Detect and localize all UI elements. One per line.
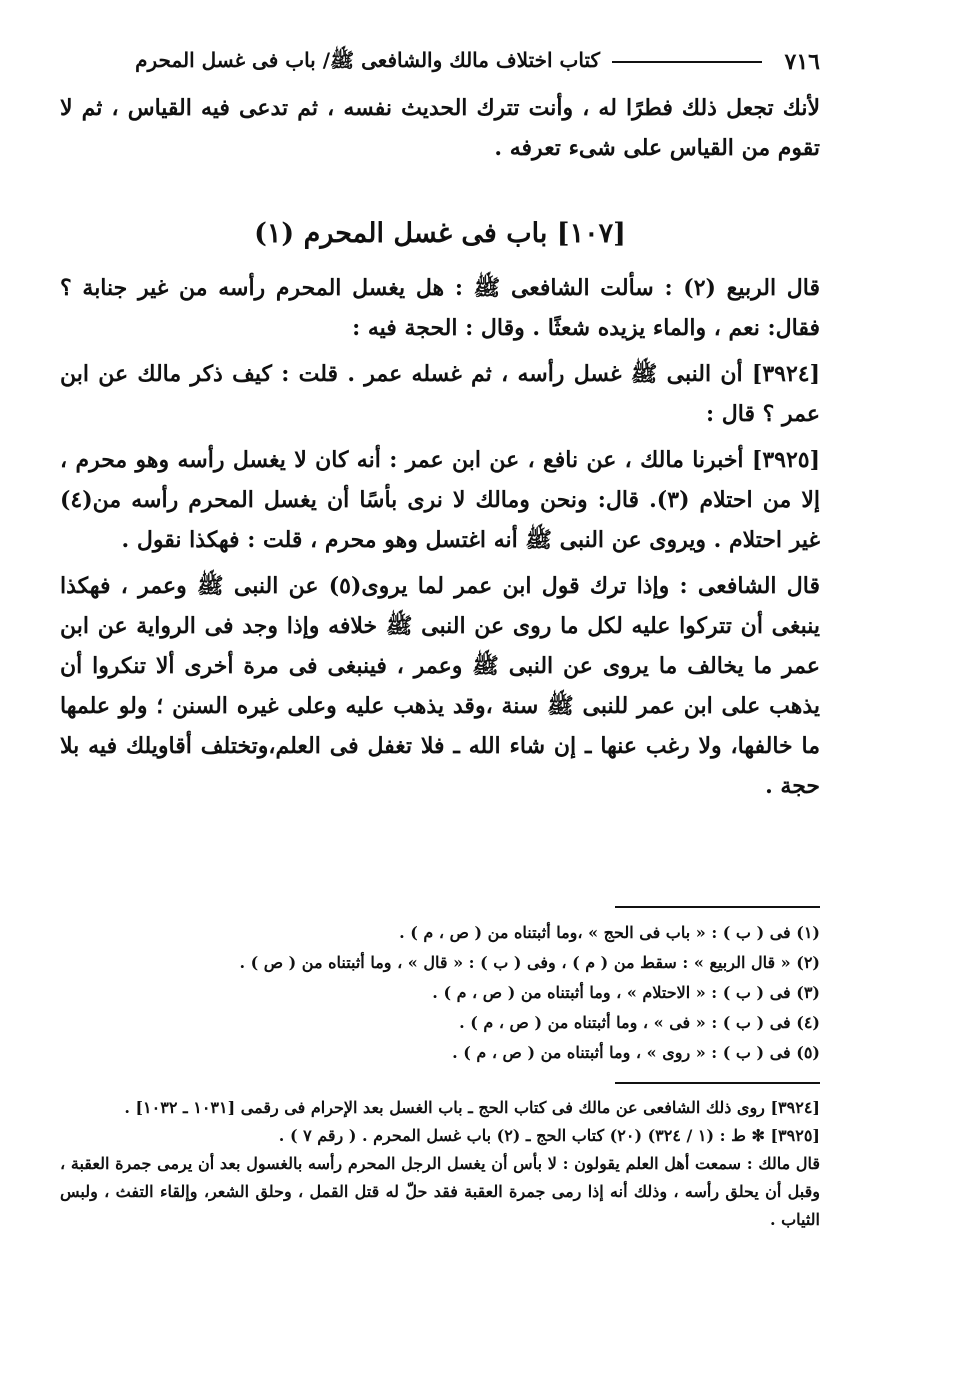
- footnote-item: (٢) « قال الربيع » : سقط من ( م ) ، وفى ( ب ) : « قال » ، وما أثبتناه من ( ص ) .: [239, 953, 820, 972]
- reference-divider: [615, 1082, 820, 1084]
- header-title: كتاب اختلاف مالك والشافعى ﷺ/ باب فى غسل المحرم: [135, 47, 600, 72]
- paragraph-3925: [٣٩٢٥] أخبرنا مالك ، عن نافع ، عن ابن عمر : أنه كان لا يغسل رأسه وهو محرم ، إلا من احتلام (٣). قال: ونحن ومالك لا نرى بأسًا أن يغسل المحرم رأسه من(٤) غير احتلام . ويروى عن النبى ﷺ أنه اغتسل وهو محرم ، قلت : فهكذا نقول .: [60, 447, 820, 553]
- footnote-item: (٣) فى ( ب ) : « الاحتلام » ، وما أثبتناه من ( ص ، م ) .: [432, 983, 820, 1002]
- book-page: [60, 40, 820, 1340]
- reference-item: [٣٩٢٥] ✻ ط : (١ / ٣٢٤) (٢٠) كتاب الحج ـ (٢) باب غسل المحرم . ( رقم ٧ ) .: [278, 1126, 820, 1145]
- paragraph-3924: [٣٩٢٤] أن النبى ﷺ غسل رأسه ، ثم غسله عمر . قلت : كيف ذكر مالك عن ابن عمر ؟ قال :: [60, 361, 820, 427]
- page-number: ٧١٦: [784, 49, 820, 75]
- reference-item: [٣٩٢٤] روى ذلك الشافعى عن مالك فى كتاب الحج ـ باب الغسل بعد الإحرام فى رقمى [١٠٣١ ـ ١٠٣٢] .: [124, 1098, 820, 1117]
- footnote-item: (٤) فى ( ب ) : « فى » ، وما أثبتناه من ( ص ، م ) .: [459, 1013, 820, 1032]
- footnote-divider: [615, 906, 820, 908]
- footnote-item: (٥) فى ( ب ) : « روى » ، وما أثبتناه من ( ص ، م ) .: [452, 1043, 820, 1062]
- footnotes: [60, 918, 820, 1068]
- footnote-item: (١) فى ( ب ) : « باب فى الحج » ،وما أثبتناه من ( ص ، م ) .: [399, 923, 820, 942]
- running-header: [60, 40, 820, 84]
- references: [60, 1094, 820, 1234]
- paragraph-shafii: قال الشافعى : وإذا ترك قول ابن عمر لما يروى(٥) عن النبى ﷺ وعمر ، فهكذا ينبغى أن تتركوا عليه لكل ما روى عن النبى ﷺ خلافه وإذا وجد فى الرواية عن ابن عمر ما يخالف ما يروى عن النبى ﷺ وعمر ، فينبغى فى مرة أخرى ألا تنكروا أن يذهب على ابن عمر للنبى ﷺ سنة ،وقد يذهب عليه وعلى غيره السنن ؛ ولو علمها ما خالفها، ولا رغب عنها ـ إن شاء الله ـ فلا تغفل فى العلم،وتختلف أقاويلك فيه بلا حجة .: [60, 573, 820, 799]
- reference-item: قال مالك : سمعت أهل العلم يقولون : لا بأس أن يغسل الرجل المحرم رأسه بالغسول بعد أن يرمى جمرة العقبة ، وقبل أن يحلق رأسه ، وذلك أنه إذا رمى جمرة العقبة فقد حلّ له قتل القمل ، وحلق الشعر، وإلقاء التفث ، ولبس الثياب .: [60, 1154, 821, 1229]
- header-rule: [612, 61, 762, 63]
- chapter-title: [١٠٧] باب فى غسل المحرم (١): [254, 218, 626, 249]
- paragraph-rabi: قال الربيع (٢) : سألت الشافعى ﷺ : هل يغسل المحرم رأسه من غير جنابة ؟ فقال: نعم ، والماء يزيده شعثًا . وقال : الحجة فيه :: [60, 275, 821, 341]
- intro-paragraph: لأنك تجعل ذلك فطرًا له ، وأنت تترك الحديث نفسه ، ثم تدعى فيه القياس ، ثم لا تقوم من القياس على شىء تعرفه .: [60, 95, 820, 161]
